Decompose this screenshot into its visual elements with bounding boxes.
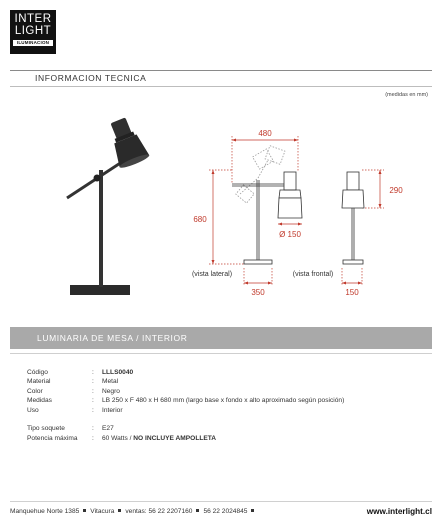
spec-row-color [27, 387, 344, 396]
footer-address: Manquehue Norte 1385 [10, 508, 80, 515]
spec-value: Negro [102, 387, 120, 395]
bullet-icon [83, 509, 86, 512]
spec-label: Material [27, 378, 51, 386]
spec-row-socket [27, 424, 344, 433]
dim-height-left: 680 [193, 215, 207, 224]
logo-tag: ILUMINACION [13, 40, 53, 46]
spec-value: LLLS0040 [102, 369, 134, 376]
spec-row-use [27, 406, 344, 415]
spec-label: Potencia máxima [27, 434, 78, 442]
spec-row-dimensions [27, 396, 344, 405]
spec-value: Metal [102, 378, 119, 386]
spec-list [27, 368, 344, 443]
spec-separator: : [92, 397, 94, 405]
bullet-icon [251, 509, 254, 512]
footer-city: Vitacura [90, 508, 115, 515]
logo-line1: INTER [14, 13, 52, 25]
spec-value: 60 Watts / [102, 434, 132, 442]
footer-sales-primary: ventas: 56 22 2207160 [125, 508, 193, 515]
spec-row-material [27, 377, 344, 386]
bullet-icon [118, 509, 121, 512]
units-note: (medidas en mm) [385, 92, 428, 98]
spec-separator: : [92, 369, 94, 376]
spec-separator: : [92, 434, 94, 442]
spec-label: Tipo soquete [27, 425, 65, 433]
logo-line2: LIGHT [14, 25, 52, 37]
section-band [10, 327, 432, 349]
side-view-drawing [232, 146, 302, 264]
section-title: LUMINARIA DE MESA / INTERIOR [37, 333, 188, 343]
brand-logo [10, 10, 56, 54]
view-side-label: (vista lateral) [191, 271, 233, 278]
view-front-label: (vista frontal) [292, 271, 334, 278]
header-rule-top [10, 70, 432, 71]
footer-rule [10, 501, 432, 502]
technical-drawing [0, 100, 442, 310]
spec-label: Medidas [27, 397, 52, 405]
spec-separator: : [92, 378, 94, 386]
spec-separator: : [92, 406, 94, 414]
bullet-icon [196, 509, 199, 512]
dim-height-front: 290 [389, 186, 403, 195]
spec-label: Uso [27, 406, 39, 414]
front-view-drawing [342, 172, 364, 264]
spec-row-code [27, 368, 344, 377]
spec-value: E27 [102, 425, 114, 433]
dim-base-side: 350 [251, 288, 265, 297]
dim-base-front: 150 [345, 288, 359, 297]
page-title: INFORMACION TECNICA [35, 73, 147, 83]
footer [10, 508, 432, 515]
bulb-not-included-note: NO INCLUYE AMPOLLETA [133, 434, 217, 442]
dim-diameter: Ø 150 [279, 230, 301, 239]
footer-sales-secondary: 56 22 2024845 [203, 508, 248, 515]
spec-separator: : [92, 425, 94, 433]
section-rule [10, 353, 432, 354]
spec-value: Interior [102, 406, 123, 414]
dim-width-top: 480 [258, 129, 272, 138]
website-link[interactable]: www.interlight.cl [366, 507, 432, 516]
lamp-photo [67, 114, 150, 295]
spec-label: Código [27, 369, 48, 376]
spec-separator: : [92, 387, 94, 395]
spec-label: Color [27, 387, 43, 395]
spec-row-power [27, 434, 344, 443]
header-rule-bottom [10, 86, 432, 87]
spec-value: LB 250 x F 480 x H 680 mm (largo base x fondo x alto aproximado según posición) [102, 397, 345, 405]
